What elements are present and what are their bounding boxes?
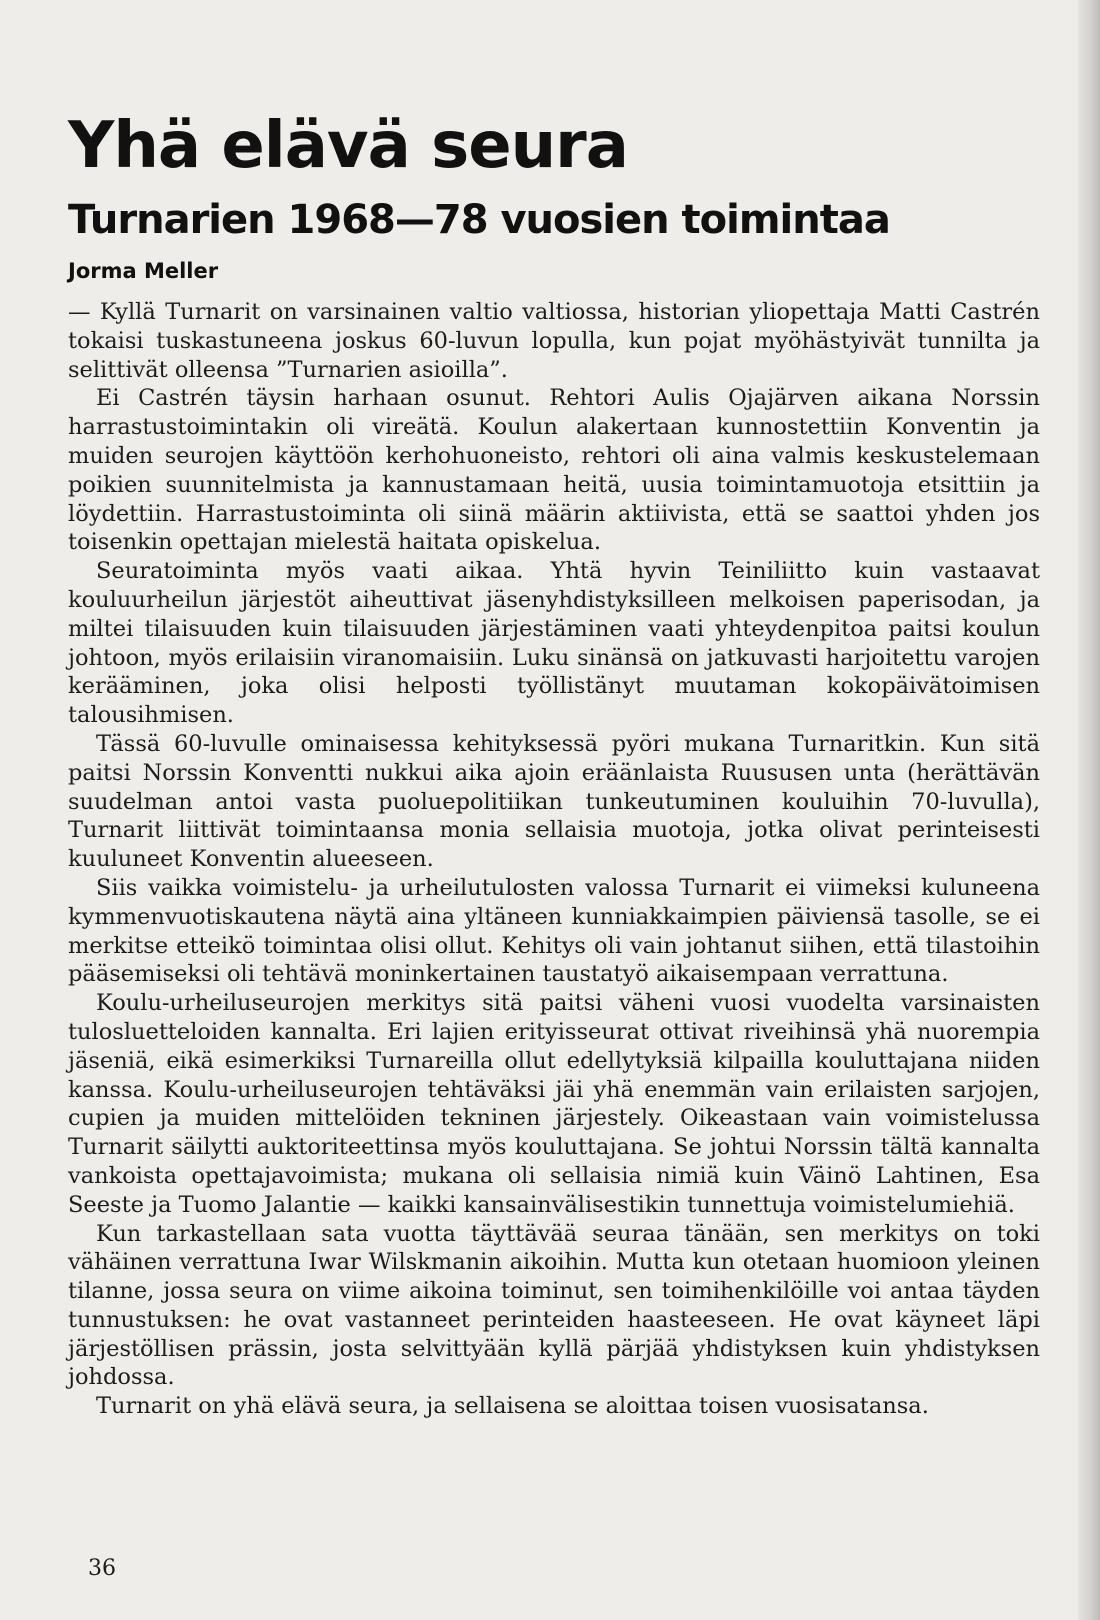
paragraph: — Kyllä Turnarit on varsinainen valtio valtiossa, historian yliopettaja Matti Castrén tokaisi tuskastuneena joskus 60-luvun lopulla, kun pojat myöhästyivät tunnilta ja selittivät olleensa ”Turnarien asioilla”. — [68, 299, 1040, 383]
page-edge-shadow — [1078, 0, 1100, 1620]
article-title: Yhä elävä seura — [68, 109, 628, 183]
article-subtitle: Turnarien 1968—78 vuosien toimintaa — [68, 197, 890, 243]
paragraph: Siis vaikka voimistelu- ja urheilutulosten valossa Turnarit ei viimeksi kuluneena kymmenvuotiskautena näytä aina yltäneen kunniakkaimpien päiviensä tasolle, se ei merkitse etteikö toimintaa olisi ollut. Kehitys oli vain johtanut siihen, että tilastoihin pääsemiseksi oli tehtävä moninkertainen taustatyö aikaisempaan verrattuna. — [68, 874, 1040, 988]
paragraph: Ei Castrén täysin harhaan osunut. Rehtori Aulis Ojajärven aikana Norssin harrastustoimintakin oli vireätä. Koulun alakertaan kunnostettiin Konventin ja muiden seurojen käyttöön kerhohuoneisto, rehtori oli aina valmis keskustelemaan poikien suunnitelmista ja kannustamaan heitä, uusia toimintamuotoja etsittiin ja löydettiin. Harrastustoiminta oli siinä määrin aktiivista, että se saattoi yhden jos toisenkin opettajan mielestä haitata opiskelua. — [68, 385, 1040, 556]
article-author: Jorma Meller — [68, 259, 219, 283]
paragraph: Turnarit on yhä elävä seura, ja sellaisena se aloittaa toisen vuosisatansa. — [96, 1393, 929, 1420]
paragraph: Kun tarkastellaan sata vuotta täyttävää seuraa tänään, sen merkitys on toki vähäinen verrattuna Iwar Wilskmanin aikoihin. Mutta kun otetaan huomioon yleinen tilanne, jossa seura on viime aikoina toiminut, sen toimihenkilöille voi antaa täyden tunnustuksen: he ovat vastanneet perinteiden haasteeseen. He ovat käyneet läpi järjestöllisen prässin, josta selvittyään kyllä pärjää yhdistyksen kuin yhdistyksen johdossa. — [68, 1220, 1040, 1391]
paragraph: Koulu-urheiluseurojen merkitys sitä paitsi väheni vuosi vuodelta varsinaisten tulosluetteloiden kannalta. Eri lajien erityisseurat ottivat riveihinsä yhä nuorempia jäseniä, eikä esimerkiksi Turnareilla ollut edellytyksiä kilpailla kouluttajana niiden kanssa. Koulu-urheiluseurojen tehtäväksi jäi yhä enemmän vain erilaisten sarjojen, cupien ja muiden mittelöiden tekninen järjestely. Oikeastaan vain voimistelussa Turnarit säilytti auktoriteettinsa myös kouluttajana. Se johtui Norssin tältä kannalta vankoista opettajavoimista; mukana oli sellaisia nimiä kuin Väinö Lahtinen, Esa Seeste ja Tuomo Jalantie — kaikki kansainvälisestikin tunnettuja voimistelumiehiä. — [68, 990, 1040, 1218]
article — [68, 108, 1040, 1421]
page-number: 36 — [88, 1556, 116, 1581]
article-body — [68, 298, 1040, 1421]
paragraph: Seuratoiminta myös vaati aikaa. Yhtä hyvin Teiniliitto kuin vastaavat kouluurheilun järjestöt aiheuttivat jäsenyhdistyksilleen melkoisen paperisodan, ja miltei tilaisuuden kuin tilaisuuden järjestäminen vaati yhteydenpitoa paitsi koulun johtoon, myös erilaisiin viranomaisiin. Luku sinänsä on jatkuvasti harjoitettu varojen kerääminen, joka olisi helposti työllistänyt muutaman kokopäivätoimisen talousihmisen. — [68, 558, 1040, 729]
paragraph: Tässä 60-luvulle ominaisessa kehityksessä pyöri mukana Turnaritkin. Kun sitä paitsi Norssin Konventti nukkui aika ajoin eräänlaista Ruususen unta (herättävän suudelman antoi vasta puoluepolitiikan tunkeutuminen kouluihin 70-luvulla), Turnarit liittivät toimintaansa monia sellaisia muotoja, jotka olivat perinteisesti kuuluneet Konventin alueeseen. — [68, 730, 1040, 873]
